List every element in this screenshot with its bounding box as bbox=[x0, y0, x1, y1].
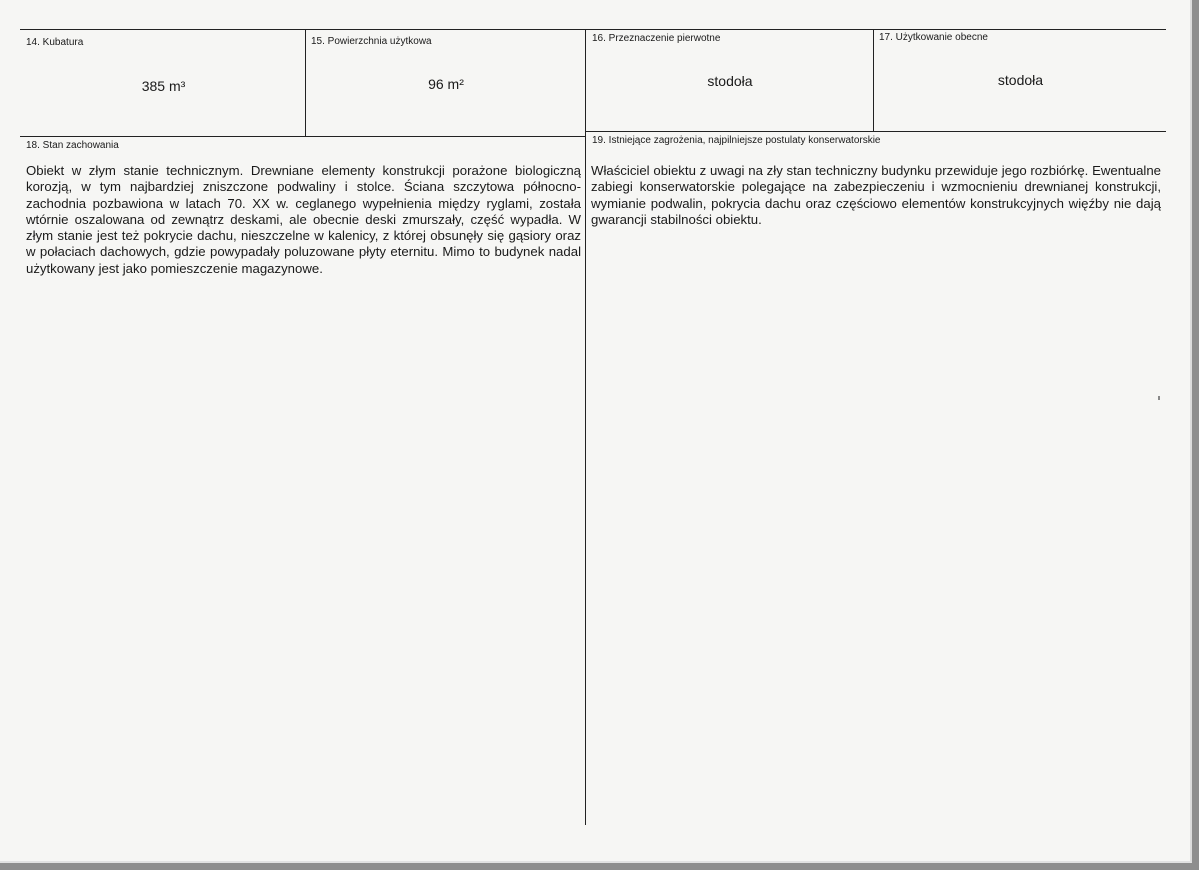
threats-label: 19. Istniejące zagrożenia, najpilniejsze postulaty konserwatorskie bbox=[592, 135, 881, 146]
cubature-value: 385 m³ bbox=[141, 78, 186, 94]
usable-area-label: 15. Powierzchnia użytkowa bbox=[311, 36, 432, 47]
original-purpose-value: stodoła bbox=[707, 73, 753, 89]
current-use-label: 17. Użytkowanie obecne bbox=[879, 32, 988, 43]
condition-label: 18. Stan zachowania bbox=[26, 140, 119, 151]
usable-area-value: 96 m² bbox=[428, 76, 464, 92]
column-divider-3 bbox=[873, 30, 874, 131]
condition-text bbox=[26, 163, 581, 277]
right-section-divider bbox=[586, 131, 1166, 132]
original-purpose-label: 16. Przeznaczenie pierwotne bbox=[592, 33, 721, 44]
scan-speck bbox=[1158, 396, 1160, 400]
current-use-value: stodoła bbox=[997, 72, 1044, 88]
top-rule bbox=[20, 29, 1166, 30]
threats-paragraph: Właściciel obiektu z uwagi na zły stan techniczny budynku przewiduje jego rozbiórkę. Ewentualne zabiegi konserwatorskie polegające na zabezpieczeniu i wzmocnieniu drewnianej konstrukcji, wymianie podwalin, pokrycia dachu oraz częściowo elementów konstrukcyjnych więźby nie dają gwarancji stabilności obiektu. bbox=[591, 163, 1161, 227]
column-divider-2 bbox=[585, 30, 586, 825]
threats-text bbox=[591, 163, 1161, 228]
left-section-divider bbox=[20, 136, 586, 137]
condition-paragraph: Obiekt w złym stanie technicznym. Drewniane elementy konstrukcji porażone biologiczną korozją, w tym najbardziej zniszczone podwaliny i stolce. Ściana szczytowa północno-zachodnia pozbawiona w latach 70. XX w. ceglanego wypełnienia między ryglami, została wtórnie oszalowana od zewnątrz deskami, ale obecnie deski zmurszały, część wypadła. W złym stanie jest też pokrycie dachu, nieszczelne w kalenicy, z której obsunęły się gąsiory oraz w połaciach dachowych, gdzie powypadały poluzowane płyty eternitu. Mimo to budynek nadal użytkowany jest jako pomieszczenie magazynowe. bbox=[26, 163, 581, 276]
cubature-label: 14. Kubatura bbox=[26, 37, 84, 48]
column-divider-1 bbox=[305, 30, 306, 136]
